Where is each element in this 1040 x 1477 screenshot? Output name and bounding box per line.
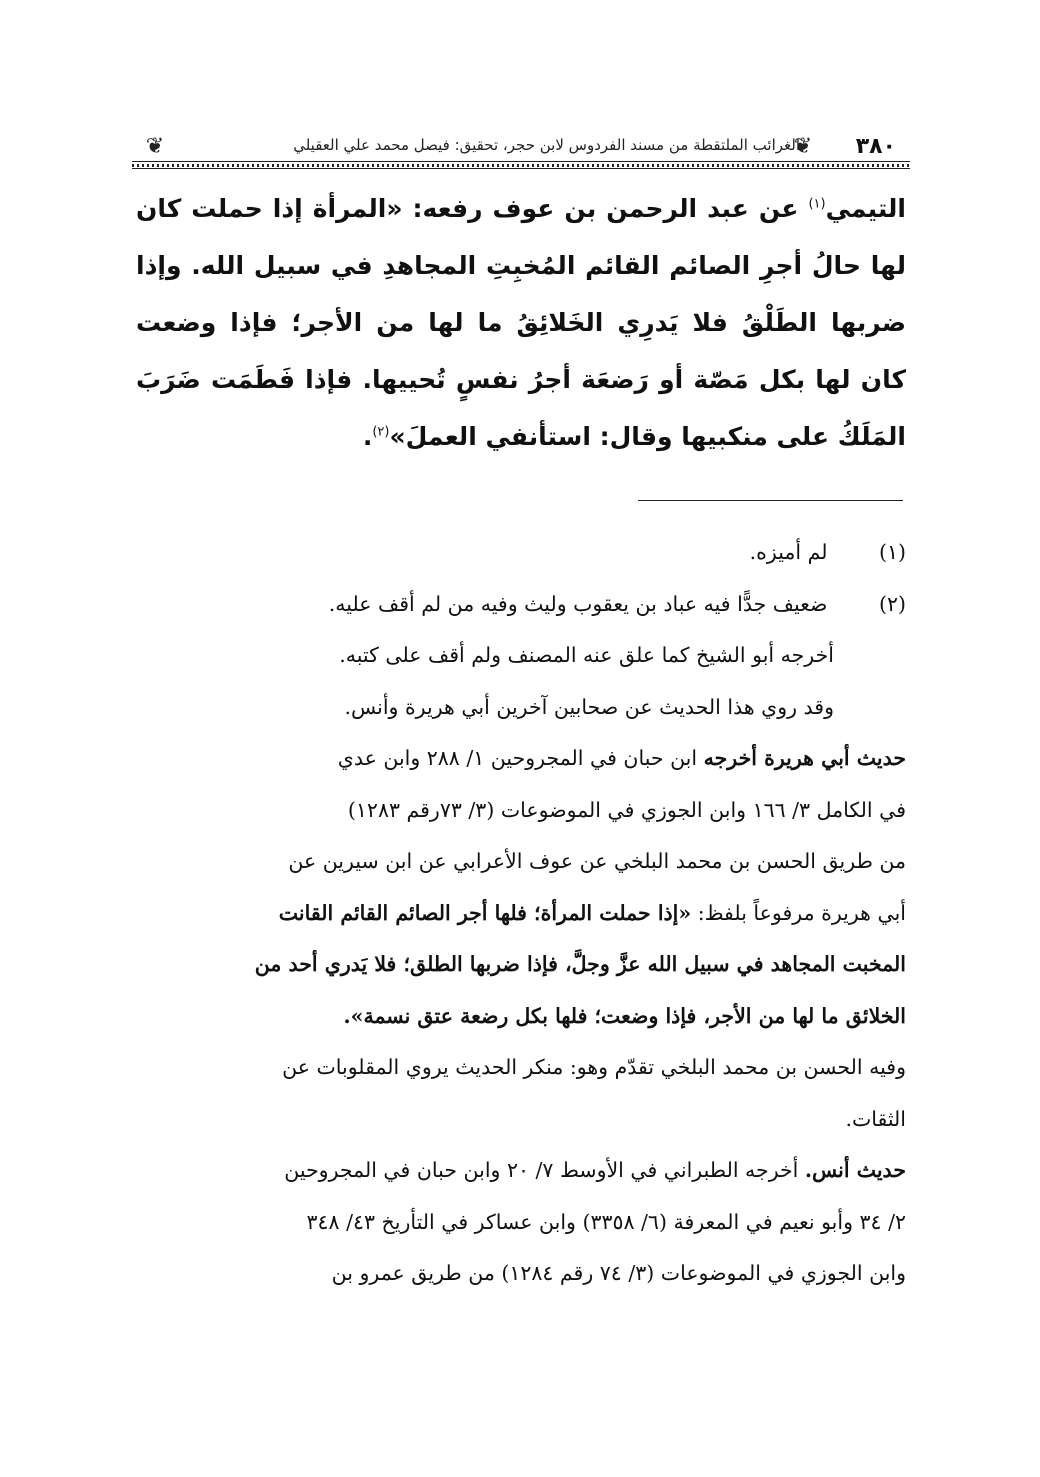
footnote-text: في الكامل ٣/ ١٦٦ وابن الجوزي في الموضوعات (٣/ ٧٣رقم ١٢٨٣) — [347, 797, 906, 822]
footnote-text: الثقات. — [845, 1106, 906, 1131]
footnote-text: أخرجه الطبراني في الأوسط ٧/ ٢٠ وابن حبان في المجروحين — [284, 1158, 805, 1182]
footnote-line — [134, 682, 906, 734]
page-number: ٣٨٠ — [855, 134, 896, 159]
main-text-segment: التيمي — [825, 194, 906, 223]
footnote-text: ضعيف جدًّا فيه عباد بن يعقوب وليث وفيه من لم أقف عليه. — [328, 591, 828, 616]
footnote-text: أبي هريرة مرفوعاً بلفظ: — [691, 900, 906, 925]
footnote-line — [134, 991, 906, 1043]
footnote-number: (٢) — [878, 591, 906, 616]
running-title: الغرائب الملتقطة من مسند الفردوس لابن حجر، تحقيق: فيصل محمد علي العقيلي — [293, 136, 800, 154]
footnote-ref-2: (٢) — [372, 424, 390, 440]
footnote-text-bold: حديث أبي هريرة أخرجه — [703, 746, 906, 770]
main-text-segment: عن عبد الرحمن بن عوف رفعه: «المرأة إذا حملت كان لها حالُ أجرِ الصائم القائم المُخبِتِ المجاهدِ في سبيل الله. وإذا ضربها الطَلْقُ فلا يَدرِي الخَلائِقُ ما لها من الأجر؛ فإذا وضعت كان لها بكل مَصّة أو رَضعَة أجرُ نفسٍ تُحييها. فإذا فَطَمَت ضَرَبَ المَلَكُ على منكبيها وقال: استأنفي العملَ» — [136, 194, 906, 451]
footnote-line — [134, 888, 906, 940]
main-text — [136, 180, 906, 465]
footnote-text: من طريق الحسن بن محمد البلخي عن عوف الأعرابي عن ابن سيرين عن — [288, 849, 906, 873]
footnote-text: أخرجه أبو الشيخ كما علق عنه المصنف ولم أقف على كتبه. — [339, 643, 834, 667]
footnote-1 — [134, 527, 906, 579]
footnote-line — [134, 836, 906, 888]
main-text-segment: . — [362, 422, 373, 451]
footnote-line — [134, 1145, 906, 1197]
ornament-icon: ❦ — [793, 134, 813, 159]
footnote-line — [134, 733, 906, 785]
running-header — [132, 128, 910, 168]
footnote-text: لم أميزه. — [749, 540, 828, 564]
footnote-line — [134, 1094, 906, 1146]
footnote-text-bold: «إذا حملت المرأة؛ فلها أجر الصائم القائم القانت — [278, 900, 692, 925]
footnotes — [134, 527, 906, 1300]
footnote-text: وابن الجوزي في الموضوعات (٣/ ٧٤ رقم ١٢٨٤) من طريق عمرو بن — [331, 1261, 906, 1285]
footnote-line — [134, 1042, 906, 1094]
footnote-text-bold: المخبت المجاهد في سبيل الله عزَّ وجلَّ، فإذا ضربها الطلق؛ فلا يَدري أحد من — [254, 952, 906, 976]
header-rule — [132, 161, 910, 169]
footnote-line — [134, 939, 906, 991]
footnote-text-bold: الخلائق ما لها من الأجر، فإذا وضعت؛ فلها بكل رضعة عتق نسمة». — [343, 1003, 906, 1028]
footnote-ref-1: (١) — [808, 196, 826, 212]
footnote-line — [134, 785, 906, 837]
footnote-separator — [638, 500, 903, 501]
footnote-text: ٢/ ٣٤ وأبو نعيم في المعرفة (٦/ ٣٣٥٨) وابن عساكر في التأريخ ٤٣/ ٣٤٨ — [306, 1209, 906, 1234]
footnote-text-bold: حديث أنس. — [804, 1158, 906, 1182]
footnote-2 — [134, 579, 906, 631]
ornament-icon: ❦ — [145, 134, 165, 159]
footnote-text: وقد روي هذا الحديث عن صحابين آخرين أبي هريرة وأنس. — [344, 694, 834, 719]
footnote-text: ابن حبان في المجروحين ١/ ٢٨٨ وابن عدي — [337, 746, 704, 770]
footnote-line — [134, 1248, 906, 1300]
footnote-text: وفيه الحسن بن محمد البلخي تقدّم وهو: منكر الحديث يروي المقلوبات عن — [282, 1055, 906, 1079]
footnote-number: (١) — [878, 540, 906, 564]
footnote-line — [134, 630, 906, 682]
footnote-line — [134, 1197, 906, 1249]
